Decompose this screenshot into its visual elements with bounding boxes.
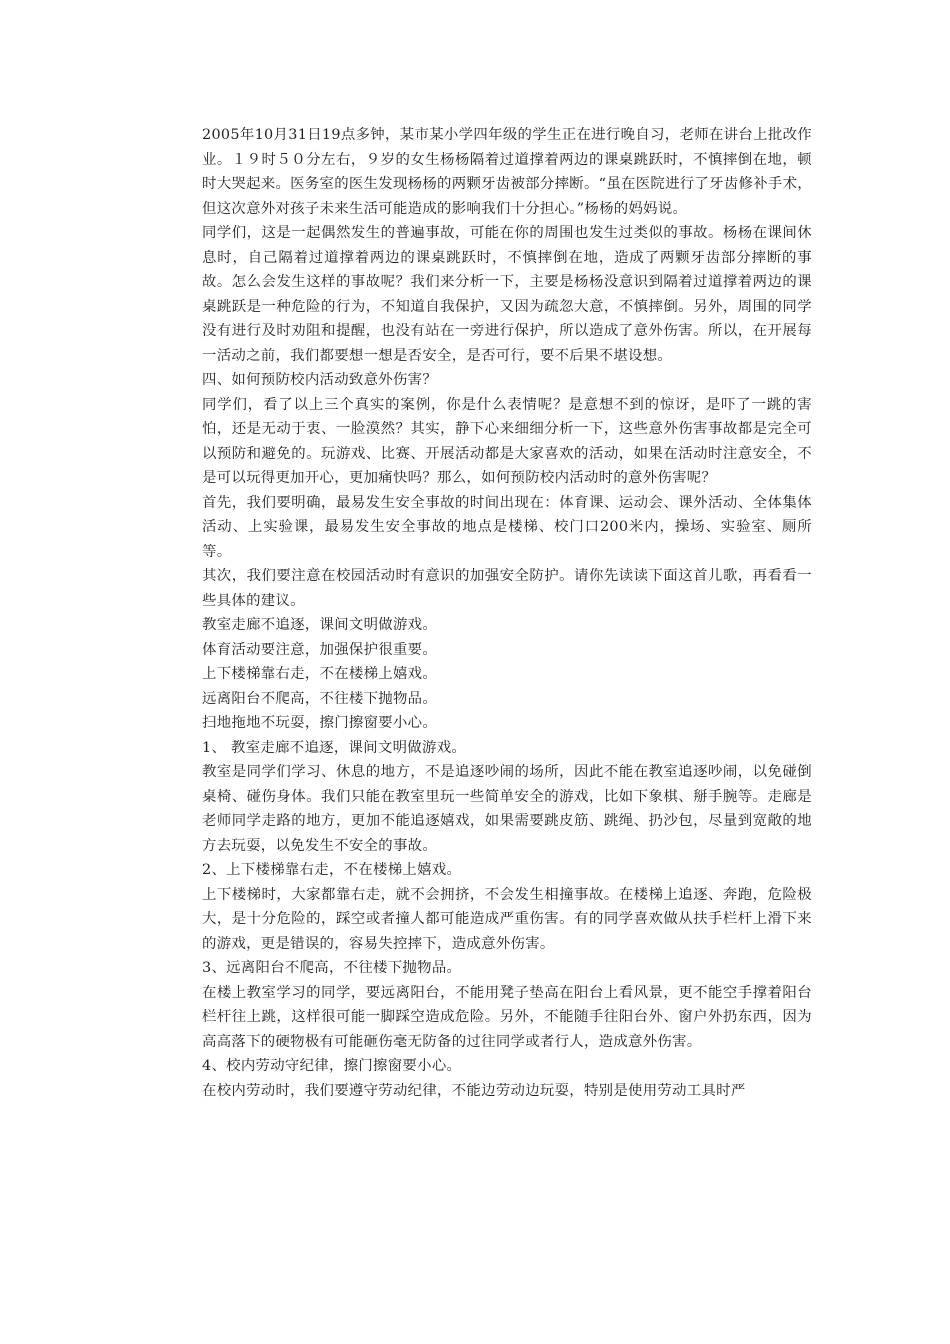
subheading-labor: 4、校内劳动守纪律，擦门擦窗要小心。 xyxy=(202,1058,462,1074)
paragraph-balcony: 在楼上教室学习的同学，要远离阳台，不能用凳子垫高在阳台上看风景，更不能空手撑着阳台栏杆往上跳，这样很可能一脚踩空造成危险。另外，不能随手往阳台外、窗户外扔东西，因为高高落下的硬物极有可能砸伤毫无防备的过往同学或者行人，造成意外伤害。 xyxy=(202,984,812,1050)
paragraph-incident-analysis: 同学们，这是一起偶然发生的普遍事故，可能在你的周围也发生过类似的事故。杨杨在课间休息时，自己隔着过道撑着两边的课桌跳跃时，不慎摔倒在地，造成了两颗牙齿部分摔断的事故。怎么会发生这样的事故呢？我们来分析一下，主要是杨杨没意识到隔着过道撑着两边的课桌跳跃是一种危险的行为，不知道自我保护，又因为疏忽大意，不慎摔倒。另外，周围的同学没有进行及时劝阻和提醒，也没有站在一旁进行保护，所以造成了意外伤害。所以，在开展每一活动之前，我们都要想一想是否安全，是否可行，要不后果不堪设想。 xyxy=(202,225,812,364)
rhyme-line-1: 教室走廊不追逐，课间文明做游戏。 xyxy=(202,617,438,633)
rhyme-line-3: 上下楼梯靠右走，不在楼梯上嬉戏。 xyxy=(202,666,438,682)
rhyme-line-2: 体育活动要注意，加强保护很重要。 xyxy=(202,641,438,658)
subheading-classroom-corridor: 1、 教室走廊不追逐，课间文明做游戏。 xyxy=(202,739,467,756)
paragraph-labor: 在校内劳动时，我们要遵守劳动纪律，不能边劳动边玩耍，特别是使用劳动工具时严 xyxy=(202,1082,746,1099)
paragraph-cases-reflection: 同学们，看了以上三个真实的案例，你是什么表情呢？是意想不到的惊讶，是吓了一跳的害怕，还是无动于衷、一脸漠然？其实，静下心来细细分析一下，这些意外伤害事故都是完全可以预防和避免的。玩游戏、比赛、开展活动都是大家喜欢的活动，如果在活动时注意安全，不是可以玩得更加开心，更加痛快吗？那么，如何预防校内活动时的意外伤害呢？ xyxy=(202,396,812,486)
subheading-stairs: 2、上下楼梯靠右走，不在楼梯上嬉戏。 xyxy=(202,862,462,878)
paragraph-stairs: 上下楼梯时，大家都靠右走，就不会拥挤，不会发生相撞事故。在楼梯上追逐、奔跑，危险极大，是十分危险的，踩空或者撞人都可能造成严重伤害。有的同学喜欢做从扶手栏杆上滑下来的游戏，更是错误的，容易失控摔下，造成意外伤害。 xyxy=(202,886,812,952)
section-heading-prevention: 四、如何预防校内活动致意外伤害？ xyxy=(202,372,438,388)
rhyme-line-4: 远离阳台不爬高，不往楼下抛物品。 xyxy=(202,690,438,707)
paragraph-classroom-corridor: 教室是同学们学习、休息的地方，不是追逐吵闹的场所，因此不能在教室追逐吵闹，以免碰倒桌椅、碰伤身体。我们只能在教室里玩一些简单安全的游戏，比如下象棋、掰手腕等。走廊是老师同学走路的地方，更加不能追逐嬉戏，如果需要跳皮筋、跳绳、扔沙包，尽量到宽敞的地方去玩耍，以免发生不安全的事故。 xyxy=(202,764,812,854)
paragraph-safety-awareness: 其次，我们要注意在校园活动时有意识的加强安全防护。请你先读读下面这首儿歌，再看看一些具体的建议。 xyxy=(202,568,812,609)
paragraph-risk-times-places: 首先，我们要明确，最易发生安全事故的时间出现在：体育课、运动会、课外活动、全体集体活动、上实验课，最易发生安全事故的地点是楼梯、校门口200米内，操场、实验室、厕所等。 xyxy=(202,494,812,560)
rhyme-line-5: 扫地拖地不玩耍，擦门擦窗要小心。 xyxy=(202,715,438,731)
document-body xyxy=(202,123,812,1103)
subheading-balcony: 3、远离阳台不爬高，不往楼下抛物品。 xyxy=(202,960,462,976)
paragraph-incident-report: 2005年10月31日19点多钟，某市某小学四年级的学生正在进行晚自习，老师在讲台上批改作业。１９时５０分左右，９岁的女生杨杨隔着过道撑着两边的课桌跳跃时，不慎摔倒在地，顿时大哭起来。医务室的医生发现杨杨的两颗牙齿被部分摔断。“虽在医院进行了牙齿修补手术，但这次意外对孩子未来生活可能造成的影响我们十分担心。”杨杨的妈妈说。 xyxy=(202,127,812,217)
